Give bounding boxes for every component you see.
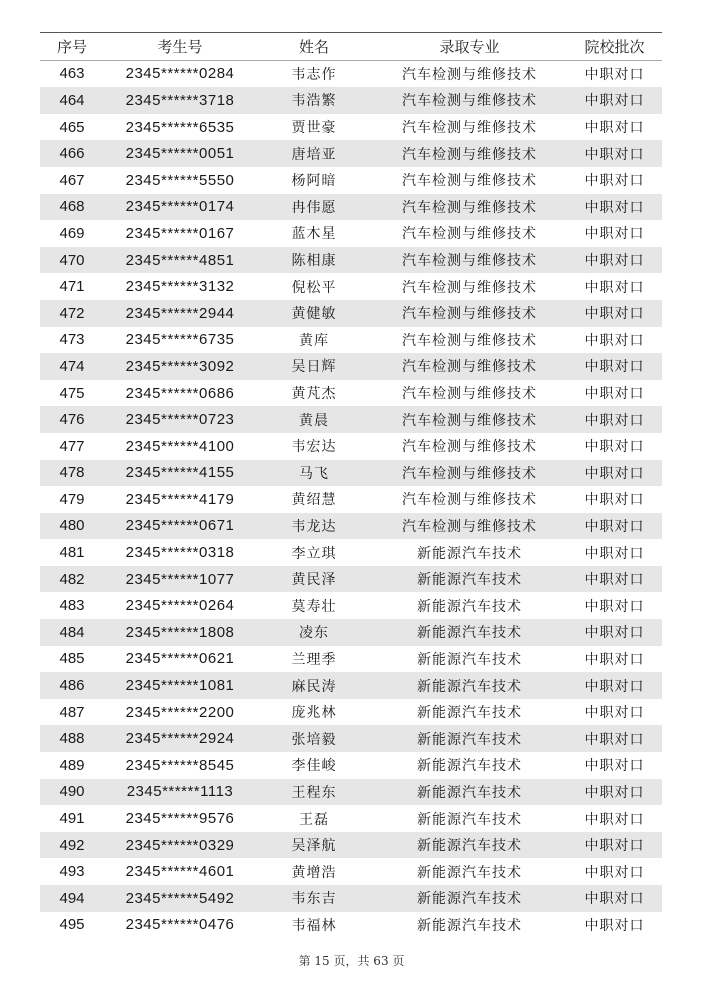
candidate-id-cell: 2345******2924 [125, 730, 235, 748]
major-cell: 汽车检测与维修技术 [402, 465, 537, 482]
name-cell: 黄芃杰 [291, 386, 337, 403]
header-major: 录取专业 [439, 37, 500, 56]
candidate-id-cell: 2345******4601 [125, 863, 235, 881]
candidate-id-cell: 2345******5492 [125, 889, 235, 907]
batch-cell: 中职对口 [584, 705, 645, 722]
table-row [40, 327, 662, 354]
batch-cell: 中职对口 [584, 545, 645, 562]
name-cell: 韦志作 [291, 66, 337, 83]
name-cell: 韦龙达 [291, 518, 337, 535]
batch-cell: 中职对口 [584, 199, 645, 216]
name-cell: 庞兆林 [291, 705, 337, 722]
name-cell: 吴泽航 [291, 838, 337, 855]
header-row [40, 33, 662, 61]
page-footer: 第 15 页，共 63 页 [298, 954, 405, 968]
serial-number-cell: 488 [59, 730, 85, 748]
candidate-id-cell: 2345******2944 [125, 304, 235, 322]
batch-cell: 中职对口 [584, 784, 645, 801]
major-cell: 汽车检测与维修技术 [402, 439, 537, 456]
name-cell: 黄晨 [299, 412, 329, 429]
candidate-id-cell: 2345******6735 [125, 331, 235, 349]
serial-number-cell: 467 [59, 171, 85, 189]
major-cell: 汽车检测与维修技术 [402, 173, 537, 190]
major-cell: 新能源汽车技术 [417, 678, 522, 695]
candidate-id-cell: 2345******4179 [125, 490, 235, 508]
table-row [40, 566, 662, 593]
name-cell: 杨阿暗 [291, 173, 337, 190]
major-cell: 新能源汽车技术 [417, 891, 522, 908]
batch-cell: 中职对口 [584, 93, 645, 110]
candidate-id-cell: 2345******0174 [125, 198, 235, 216]
major-cell: 新能源汽车技术 [417, 545, 522, 562]
candidate-id-cell: 2345******0329 [125, 836, 235, 854]
name-cell: 黄民泽 [291, 572, 337, 589]
batch-cell: 中职对口 [584, 492, 645, 509]
major-cell: 新能源汽车技术 [417, 598, 522, 615]
candidate-id-cell: 2345******0318 [125, 544, 235, 562]
serial-number-cell: 477 [59, 437, 85, 455]
candidate-id-cell: 2345******1113 [126, 783, 234, 801]
table-row [40, 247, 662, 274]
batch-cell: 中职对口 [584, 518, 645, 535]
name-cell: 马飞 [299, 465, 329, 482]
serial-number-cell: 465 [59, 118, 85, 136]
serial-number-cell: 495 [59, 916, 85, 934]
major-cell: 汽车检测与维修技术 [402, 226, 537, 243]
table-row [40, 539, 662, 566]
serial-number-cell: 480 [59, 517, 85, 535]
candidate-id-cell: 2345******0671 [125, 517, 235, 535]
major-cell: 新能源汽车技术 [417, 864, 522, 881]
major-cell: 汽车检测与维修技术 [402, 253, 537, 270]
candidate-id-cell: 2345******8545 [125, 756, 235, 774]
batch-cell: 中职对口 [584, 864, 645, 881]
serial-number-cell: 485 [59, 650, 85, 668]
serial-number-cell: 463 [59, 65, 85, 83]
serial-number-cell: 478 [59, 464, 85, 482]
serial-number-cell: 486 [59, 677, 85, 695]
name-cell: 韦福林 [291, 917, 337, 934]
name-cell: 王程东 [291, 784, 337, 801]
serial-number-cell: 473 [59, 331, 85, 349]
table-header [40, 33, 662, 61]
candidate-id-cell: 2345******0621 [125, 650, 235, 668]
batch-cell: 中职对口 [584, 146, 645, 163]
table-row [40, 513, 662, 540]
batch-cell: 中职对口 [584, 120, 645, 137]
table-row [40, 220, 662, 247]
header-name: 姓名 [298, 37, 329, 56]
major-cell: 新能源汽车技术 [417, 705, 522, 722]
name-cell: 凌东 [299, 625, 329, 642]
serial-number-cell: 474 [59, 357, 85, 375]
serial-number-cell: 481 [59, 544, 85, 562]
batch-cell: 中职对口 [584, 332, 645, 349]
candidate-id-cell: 2345******0723 [125, 411, 235, 429]
serial-number-cell: 484 [59, 623, 85, 641]
serial-number-cell: 469 [59, 224, 85, 242]
serial-number-cell: 479 [59, 490, 85, 508]
serial-number-cell: 475 [59, 384, 85, 402]
candidate-id-cell: 2345******5550 [125, 171, 235, 189]
table-row [40, 752, 662, 779]
batch-cell: 中职对口 [584, 386, 645, 403]
candidate-id-cell: 2345******3092 [125, 357, 235, 375]
serial-number-cell: 476 [59, 411, 85, 429]
batch-cell: 中职对口 [584, 917, 645, 934]
table-row [40, 353, 662, 380]
batch-cell: 中职对口 [584, 891, 645, 908]
serial-number-cell: 482 [59, 570, 85, 588]
name-cell: 黄健敏 [291, 306, 337, 323]
serial-number-cell: 489 [59, 756, 85, 774]
major-cell: 新能源汽车技术 [417, 758, 522, 775]
name-cell: 韦宏达 [291, 439, 337, 456]
table-row [40, 885, 662, 912]
serial-number-cell: 491 [59, 810, 85, 828]
table-row [40, 912, 662, 939]
name-cell: 李立琪 [291, 545, 337, 562]
major-cell: 新能源汽车技术 [417, 651, 522, 668]
candidate-id-cell: 2345******3132 [125, 278, 235, 296]
serial-number-cell: 470 [59, 251, 85, 269]
major-cell: 汽车检测与维修技术 [402, 332, 537, 349]
major-cell: 汽车检测与维修技术 [402, 199, 537, 216]
major-cell: 新能源汽车技术 [417, 838, 522, 855]
serial-number-cell: 483 [59, 597, 85, 615]
major-cell: 汽车检测与维修技术 [402, 386, 537, 403]
candidate-id-cell: 2345******4851 [125, 251, 235, 269]
batch-cell: 中职对口 [584, 838, 645, 855]
batch-cell: 中职对口 [584, 598, 645, 615]
serial-number-cell: 487 [59, 703, 85, 721]
major-cell: 汽车检测与维修技术 [402, 279, 537, 296]
name-cell: 黄绍慧 [291, 492, 337, 509]
table-row [40, 380, 662, 407]
major-cell: 汽车检测与维修技术 [402, 359, 537, 376]
table-row [40, 194, 662, 221]
batch-cell: 中职对口 [584, 651, 645, 668]
serial-number-cell: 464 [59, 91, 85, 109]
major-cell: 汽车检测与维修技术 [402, 66, 537, 83]
table-row [40, 460, 662, 487]
name-cell: 李佳峻 [291, 758, 337, 775]
table-row [40, 805, 662, 832]
admission-list-sheet [40, 32, 662, 938]
batch-cell: 中职对口 [584, 465, 645, 482]
table-row [40, 87, 662, 114]
name-cell: 韦浩繁 [291, 93, 337, 110]
major-cell: 新能源汽车技术 [417, 811, 522, 828]
name-cell: 唐培亚 [291, 146, 337, 163]
major-cell: 汽车检测与维修技术 [402, 412, 537, 429]
batch-cell: 中职对口 [584, 306, 645, 323]
table-row [40, 406, 662, 433]
serial-number-cell: 490 [59, 783, 85, 801]
name-cell: 兰理季 [291, 651, 337, 668]
name-cell: 蓝木星 [291, 226, 337, 243]
candidate-id-cell: 2345******0167 [125, 224, 235, 242]
name-cell: 麻民涛 [291, 678, 337, 695]
name-cell: 贾世豪 [291, 120, 337, 137]
name-cell: 张培毅 [291, 731, 337, 748]
major-cell: 新能源汽车技术 [417, 625, 522, 642]
candidate-id-cell: 2345******0051 [125, 145, 235, 163]
candidate-id-cell: 2345******0284 [125, 65, 235, 83]
batch-cell: 中职对口 [584, 731, 645, 748]
major-cell: 汽车检测与维修技术 [402, 120, 537, 137]
batch-cell: 中职对口 [584, 173, 645, 190]
candidate-id-cell: 2345******6535 [125, 118, 235, 136]
batch-cell: 中职对口 [584, 678, 645, 695]
major-cell: 汽车检测与维修技术 [402, 492, 537, 509]
table-row [40, 619, 662, 646]
table-row [40, 779, 662, 806]
batch-cell: 中职对口 [584, 279, 645, 296]
name-cell: 冉伟愿 [291, 199, 337, 216]
name-cell: 韦东吉 [291, 891, 337, 908]
candidate-id-cell: 2345******1081 [125, 677, 235, 695]
batch-cell: 中职对口 [584, 66, 645, 83]
major-cell: 新能源汽车技术 [417, 731, 522, 748]
name-cell: 吴日辉 [291, 359, 337, 376]
candidate-id-cell: 2345******1808 [125, 623, 235, 641]
major-cell: 新能源汽车技术 [417, 917, 522, 934]
table-row [40, 486, 662, 513]
batch-cell: 中职对口 [584, 439, 645, 456]
candidate-id-cell: 2345******4100 [125, 437, 235, 455]
table-body [40, 60, 662, 938]
name-cell: 王磊 [299, 811, 329, 828]
major-cell: 汽车检测与维修技术 [402, 93, 537, 110]
name-cell: 陈相康 [291, 253, 337, 270]
admission-table [40, 32, 662, 938]
serial-number-cell: 493 [59, 863, 85, 881]
name-cell: 莫寿壮 [291, 598, 337, 615]
table-row [40, 433, 662, 460]
major-cell: 汽车检测与维修技术 [402, 518, 537, 535]
batch-cell: 中职对口 [584, 359, 645, 376]
header-candidate-id: 考生号 [157, 37, 203, 56]
batch-cell: 中职对口 [584, 572, 645, 589]
name-cell: 黄库 [299, 332, 329, 349]
table-row [40, 60, 662, 87]
candidate-id-cell: 2345******0476 [125, 916, 235, 934]
table-row [40, 114, 662, 141]
batch-cell: 中职对口 [584, 625, 645, 642]
table-row [40, 140, 662, 167]
major-cell: 新能源汽车技术 [417, 784, 522, 801]
candidate-id-cell: 2345******0686 [125, 384, 235, 402]
table-row [40, 273, 662, 300]
table-row [40, 699, 662, 726]
table-row [40, 832, 662, 859]
table-row [40, 725, 662, 752]
table-row [40, 858, 662, 885]
candidate-id-cell: 2345******9576 [125, 810, 235, 828]
table-row [40, 167, 662, 194]
candidate-id-cell: 2345******4155 [125, 464, 235, 482]
batch-cell: 中职对口 [584, 758, 645, 775]
serial-number-cell: 468 [59, 198, 85, 216]
batch-cell: 中职对口 [584, 226, 645, 243]
batch-cell: 中职对口 [584, 253, 645, 270]
table-row [40, 592, 662, 619]
candidate-id-cell: 2345******1077 [125, 570, 235, 588]
header-batch: 院校批次 [584, 37, 645, 56]
batch-cell: 中职对口 [584, 412, 645, 429]
batch-cell: 中职对口 [584, 811, 645, 828]
candidate-id-cell: 2345******2200 [125, 703, 235, 721]
table-row [40, 300, 662, 327]
name-cell: 倪松平 [291, 279, 337, 296]
table-row [40, 646, 662, 673]
major-cell: 新能源汽车技术 [417, 572, 522, 589]
name-cell: 黄增浩 [291, 864, 337, 881]
major-cell: 汽车检测与维修技术 [402, 146, 537, 163]
major-cell: 汽车检测与维修技术 [402, 306, 537, 323]
table-row [40, 672, 662, 699]
serial-number-cell: 471 [59, 278, 85, 296]
header-serial-number: 序号 [56, 37, 87, 56]
candidate-id-cell: 2345******0264 [125, 597, 235, 615]
serial-number-cell: 492 [59, 836, 85, 854]
serial-number-cell: 466 [59, 145, 85, 163]
serial-number-cell: 494 [59, 889, 85, 907]
serial-number-cell: 472 [59, 304, 85, 322]
candidate-id-cell: 2345******3718 [125, 91, 235, 109]
